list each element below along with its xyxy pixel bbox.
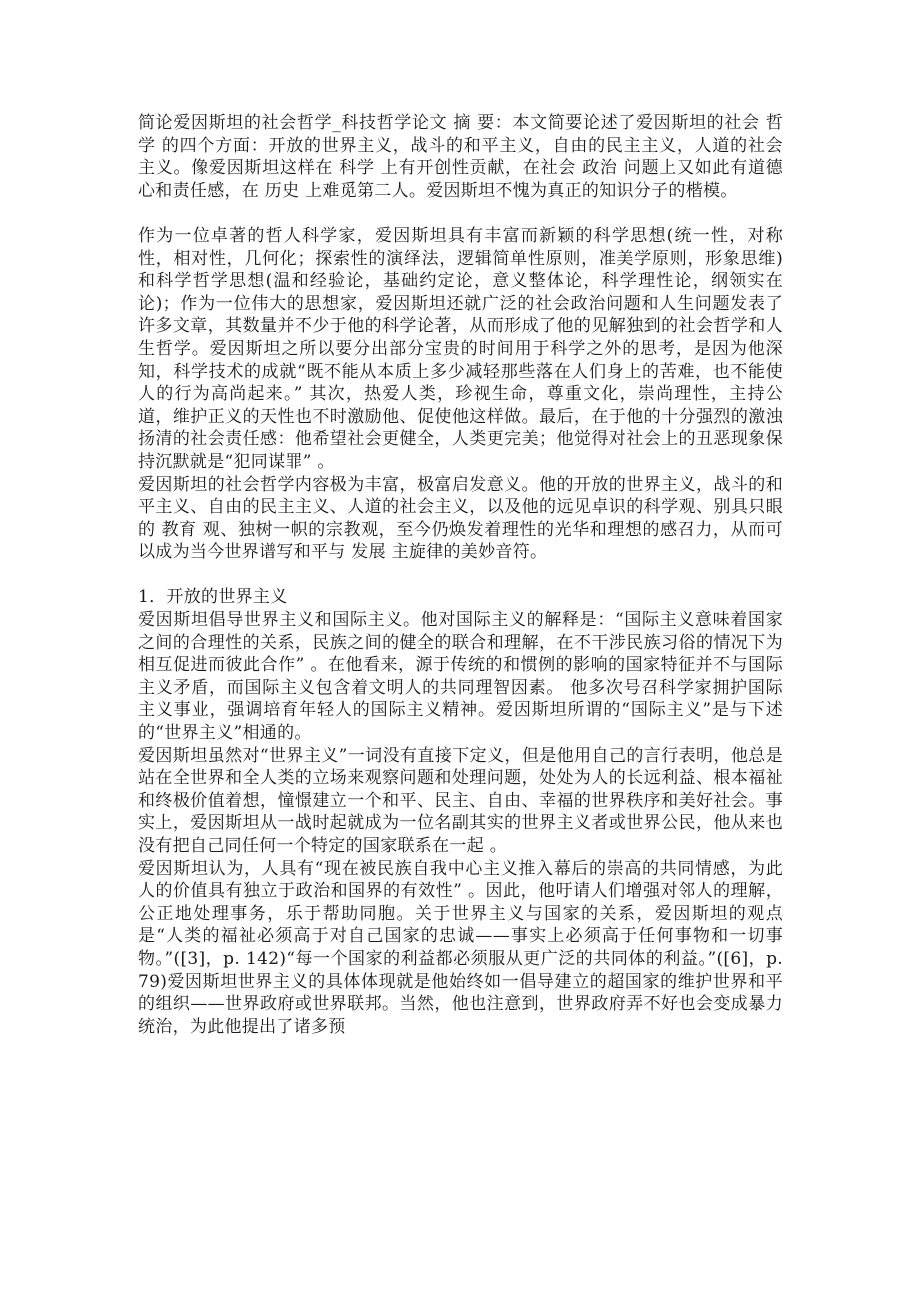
paragraph-spacer <box>138 564 783 587</box>
intro-paragraph-2: 爱因斯坦的社会哲学内容极为丰富，极富启发意义。他的开放的世界主义，战斗的和平主义、自由的民主主义、人道的社会主义，以及他的远见卓识的科学观、别具只眼的 教育 观、独树一帜的宗教观，至今仍焕发着理性的光华和理想的感召力，从而可以成为当今世界谱写和平与 发展 主旋律的美妙音符。 <box>138 474 783 563</box>
section-1-paragraph-2: 爱因斯坦虽然对“世界主义”一词没有直接下定义，但是他用自己的言行表明，他总是站在全世界和全人类的立场来观察问题和处理问题，处处为人的长远利益、根本福祉和终极价值着想，憧憬建立一个和平、民主、自由、幸福的世界秩序和美好社会。事实上，爱因斯坦从一战时起就成为一位名副其实的世界主义者或世界公民，他从来也没有把自己同任何一个特定的国家联系在一起 。 <box>138 745 783 856</box>
section-1-heading: 1．开放的世界主义 <box>138 587 288 608</box>
section-1-paragraph-3: 爱因斯坦认为，人具有“现在被民族自我中心主义推入幕后的崇高的共同情感，为此人的价值具有独立于政治和国界的有效性” 。因此，他吁请人们增强对邻人的理解，公正地处理事务，乐于帮助同胞。关于世界主义与国家的关系，爱因斯坦的观点是“人类的福祉必须高于对自己国家的忠诚——事实上必须高于任何事物和一切事物。”([3]，p. 142)“每一个国家的利益都必须服从更广泛的共同体的利益。”([6]，p. 79)爱因斯坦世界主义的具体体现就是他始终如一倡导建立的超国家的维护世界和平的组织——世界政府或世界联邦。当然，他也注意到，世界政府弄不好也会变成暴力统治，为此他提出了诸多预 <box>138 858 783 1037</box>
intro-paragraph-1: 作为一位卓著的哲人科学家，爱因斯坦具有丰富而新颖的科学思想(统一性，对称性，相对性，几何化；探索性的演绎法，逻辑简单性原则，准美学原则，形象思维)和科学哲学思想(温和经验论，基础约定论，意义整体论，科学理性论，纲领实在论)；作为一位伟大的思想家，爱因斯坦还就广泛的社会政治问题和人生问题发表了许多文章，其数量并不少于他的科学论著，从而形成了他的见解独到的社会哲学和人生哲学。爱因斯坦之所以要分出部分宝贵的时间用于科学之外的思考，是因为他深知，科学技术的成就“既不能从本质上多少减轻那些落在人们身上的苦难，也不能使人的行为高尚起来。” 其次，热爱人类，珍视生命，尊重文化，崇尚理性，主持公道，维护正义的天性也不时激励他、促使他这样做。最后，在于他的十分强烈的激浊扬清的社会责任感：他希望社会更健全，人类更完美；他觉得对社会上的丑恶现象保持沉默就是“犯同谋罪” 。 <box>138 225 783 472</box>
section-1-paragraph-1: 爱因斯坦倡导世界主义和国际主义。他对国际主义的解释是：“国际主义意味着国家之间的合理性的关系，民族之间的健全的联合和理解，在不干涉民族习俗的情况下为相互促进而彼此合作” 。在他看来，源于传统的和惯例的影响的国家特征并不与国际主义矛盾，而国际主义包含着文明人的共同理智因素。 他多次号召科学家拥护国际主义事业，强调培育年轻人的国际主义精神。爱因斯坦所谓的“国际主义”是与下述的“世界主义”相通的。 <box>138 610 783 744</box>
abstract-paragraph: 简论爱因斯坦的社会哲学_科技哲学论文 摘 要：本文简要论述了爱因斯坦的社会 哲学 的四个方面：开放的世界主义，战斗的和平主义，自由的民主主义，人道的社会主义。像爱因斯坦这样在 科学 上有开创性贡献，在社会 政治 问题上又如此有道德心和责任感，在 历史 上难觅第二人。爱因斯坦不愧为真正的知识分子的楷模。 <box>138 113 783 201</box>
paragraph-spacer <box>138 202 783 225</box>
document-page <box>138 112 783 1038</box>
